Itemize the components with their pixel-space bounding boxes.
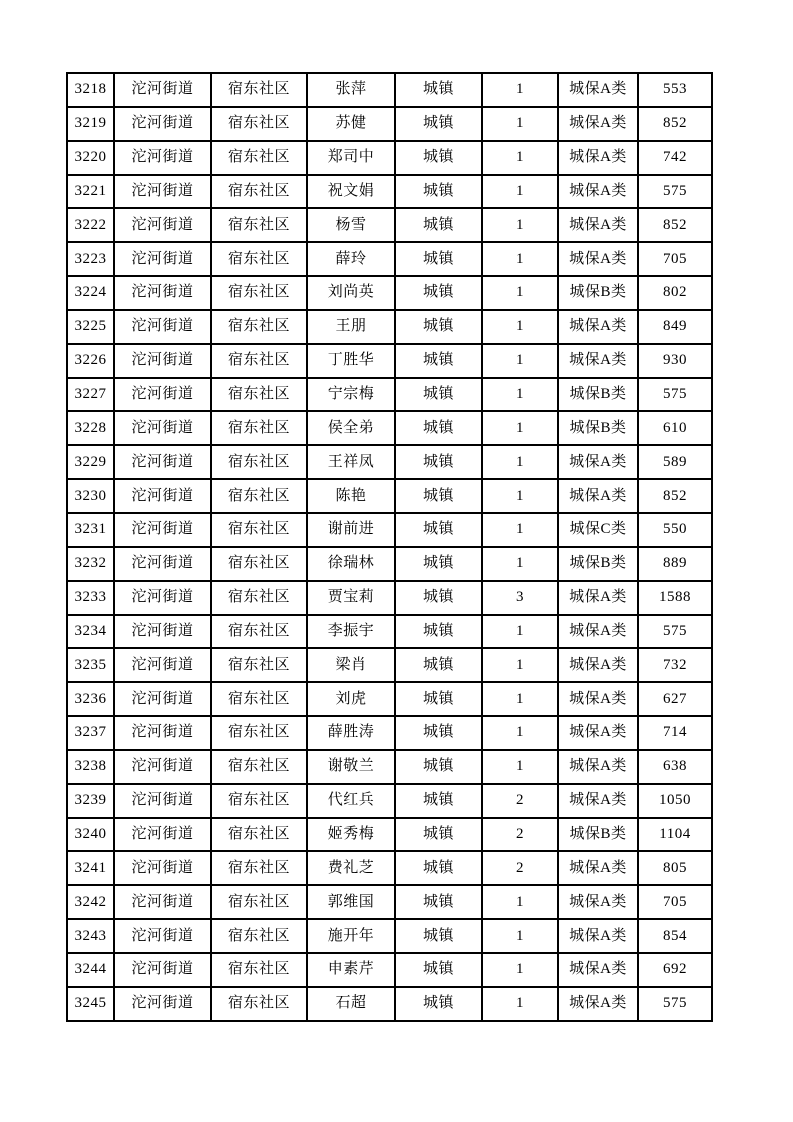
table-cell-street: 沱河街道 xyxy=(114,513,211,547)
table-cell-amount: 575 xyxy=(638,615,712,649)
table-row xyxy=(67,581,712,615)
table-cell-residence-type: 城镇 xyxy=(395,784,482,818)
table-cell-community: 宿东社区 xyxy=(211,107,307,141)
table-cell-street: 沱河街道 xyxy=(114,818,211,852)
table-cell-amount: 705 xyxy=(638,242,712,276)
table-cell-amount: 802 xyxy=(638,276,712,310)
table-cell-count: 1 xyxy=(482,615,558,649)
table-row xyxy=(67,784,712,818)
table-row xyxy=(67,513,712,547)
table-cell-amount: 852 xyxy=(638,107,712,141)
table-cell-name: 谢敬兰 xyxy=(307,750,395,784)
table-cell-street: 沱河街道 xyxy=(114,750,211,784)
table-cell-name: 丁胜华 xyxy=(307,344,395,378)
table-cell-community: 宿东社区 xyxy=(211,716,307,750)
table-cell-amount: 1104 xyxy=(638,818,712,852)
table-row xyxy=(67,411,712,445)
table-cell-street: 沱河街道 xyxy=(114,208,211,242)
table-cell-count: 1 xyxy=(482,107,558,141)
table-row xyxy=(67,750,712,784)
table-row xyxy=(67,378,712,412)
table-cell-amount: 610 xyxy=(638,411,712,445)
table-cell-residence-type: 城镇 xyxy=(395,276,482,310)
table-cell-community: 宿东社区 xyxy=(211,581,307,615)
table-cell-seq: 3225 xyxy=(67,310,114,344)
table-cell-residence-type: 城镇 xyxy=(395,919,482,953)
table-cell-name: 郑司中 xyxy=(307,141,395,175)
table-cell-count: 1 xyxy=(482,953,558,987)
table-row xyxy=(67,682,712,716)
table-cell-community: 宿东社区 xyxy=(211,615,307,649)
table-cell-name: 祝文娟 xyxy=(307,175,395,209)
table-row xyxy=(67,615,712,649)
table-cell-name: 李振宇 xyxy=(307,615,395,649)
table-cell-count: 1 xyxy=(482,479,558,513)
table-cell-community: 宿东社区 xyxy=(211,344,307,378)
table-cell-amount: 849 xyxy=(638,310,712,344)
table-cell-residence-type: 城镇 xyxy=(395,547,482,581)
table-cell-street: 沱河街道 xyxy=(114,851,211,885)
table-cell-category: 城保A类 xyxy=(558,208,638,242)
table-cell-category: 城保A类 xyxy=(558,581,638,615)
table-cell-seq: 3243 xyxy=(67,919,114,953)
table-cell-community: 宿东社区 xyxy=(211,479,307,513)
table-cell-name: 张萍 xyxy=(307,73,395,107)
table-cell-community: 宿东社区 xyxy=(211,851,307,885)
table-cell-seq: 3230 xyxy=(67,479,114,513)
table-cell-community: 宿东社区 xyxy=(211,682,307,716)
table-cell-street: 沱河街道 xyxy=(114,141,211,175)
table-row xyxy=(67,479,712,513)
table-row xyxy=(67,919,712,953)
table-cell-community: 宿东社区 xyxy=(211,411,307,445)
table-cell-seq: 3240 xyxy=(67,818,114,852)
table-cell-name: 苏健 xyxy=(307,107,395,141)
table-cell-category: 城保A类 xyxy=(558,987,638,1021)
table-cell-street: 沱河街道 xyxy=(114,479,211,513)
table-cell-street: 沱河街道 xyxy=(114,716,211,750)
table-cell-residence-type: 城镇 xyxy=(395,242,482,276)
table-cell-street: 沱河街道 xyxy=(114,615,211,649)
table-cell-name: 王祥凤 xyxy=(307,445,395,479)
table-cell-street: 沱河街道 xyxy=(114,919,211,953)
table-cell-seq: 3223 xyxy=(67,242,114,276)
table-cell-residence-type: 城镇 xyxy=(395,750,482,784)
table-row xyxy=(67,953,712,987)
table-cell-seq: 3220 xyxy=(67,141,114,175)
table-cell-name: 代红兵 xyxy=(307,784,395,818)
table-cell-residence-type: 城镇 xyxy=(395,175,482,209)
table-cell-street: 沱河街道 xyxy=(114,953,211,987)
table-cell-category: 城保A类 xyxy=(558,107,638,141)
table-cell-street: 沱河街道 xyxy=(114,344,211,378)
table-row xyxy=(67,987,712,1021)
table-cell-residence-type: 城镇 xyxy=(395,851,482,885)
table-cell-community: 宿东社区 xyxy=(211,885,307,919)
table-cell-seq: 3228 xyxy=(67,411,114,445)
table-cell-name: 刘虎 xyxy=(307,682,395,716)
table-cell-count: 1 xyxy=(482,885,558,919)
table-cell-count: 1 xyxy=(482,445,558,479)
table-cell-seq: 3242 xyxy=(67,885,114,919)
table-cell-amount: 575 xyxy=(638,378,712,412)
table-cell-community: 宿东社区 xyxy=(211,919,307,953)
table-cell-amount: 742 xyxy=(638,141,712,175)
table-cell-count: 1 xyxy=(482,750,558,784)
table-cell-seq: 3237 xyxy=(67,716,114,750)
table-cell-street: 沱河街道 xyxy=(114,378,211,412)
table-cell-count: 1 xyxy=(482,378,558,412)
table-row xyxy=(67,107,712,141)
table-cell-category: 城保A类 xyxy=(558,73,638,107)
table-cell-category: 城保A类 xyxy=(558,885,638,919)
table-row xyxy=(67,648,712,682)
table-cell-category: 城保A类 xyxy=(558,310,638,344)
table-cell-amount: 930 xyxy=(638,344,712,378)
table-cell-seq: 3245 xyxy=(67,987,114,1021)
table-row xyxy=(67,547,712,581)
table-cell-community: 宿东社区 xyxy=(211,208,307,242)
table-cell-category: 城保A类 xyxy=(558,479,638,513)
table-cell-category: 城保C类 xyxy=(558,513,638,547)
table-cell-count: 1 xyxy=(482,513,558,547)
table-cell-community: 宿东社区 xyxy=(211,784,307,818)
table-cell-seq: 3229 xyxy=(67,445,114,479)
table-cell-name: 侯全弟 xyxy=(307,411,395,445)
table-cell-community: 宿东社区 xyxy=(211,818,307,852)
table-cell-community: 宿东社区 xyxy=(211,987,307,1021)
table-cell-seq: 3238 xyxy=(67,750,114,784)
table-cell-seq: 3239 xyxy=(67,784,114,818)
table-cell-seq: 3234 xyxy=(67,615,114,649)
table-cell-community: 宿东社区 xyxy=(211,750,307,784)
table-cell-street: 沱河街道 xyxy=(114,73,211,107)
table-cell-category: 城保A类 xyxy=(558,615,638,649)
table-cell-community: 宿东社区 xyxy=(211,648,307,682)
table-cell-street: 沱河街道 xyxy=(114,242,211,276)
table-cell-count: 1 xyxy=(482,242,558,276)
table-cell-category: 城保A类 xyxy=(558,141,638,175)
table-row xyxy=(67,141,712,175)
table-cell-street: 沱河街道 xyxy=(114,310,211,344)
table-cell-seq: 3235 xyxy=(67,648,114,682)
table-cell-amount: 714 xyxy=(638,716,712,750)
table-cell-residence-type: 城镇 xyxy=(395,682,482,716)
table-cell-count: 1 xyxy=(482,141,558,175)
table-cell-name: 宁宗梅 xyxy=(307,378,395,412)
table-cell-count: 1 xyxy=(482,987,558,1021)
table-cell-count: 1 xyxy=(482,411,558,445)
table-row xyxy=(67,208,712,242)
table-cell-name: 徐瑞林 xyxy=(307,547,395,581)
table-cell-count: 1 xyxy=(482,73,558,107)
table-cell-residence-type: 城镇 xyxy=(395,987,482,1021)
table-cell-category: 城保A类 xyxy=(558,682,638,716)
table-cell-count: 1 xyxy=(482,919,558,953)
table-cell-name: 石超 xyxy=(307,987,395,1021)
table-cell-community: 宿东社区 xyxy=(211,953,307,987)
table-cell-name: 施开年 xyxy=(307,919,395,953)
table-cell-street: 沱河街道 xyxy=(114,107,211,141)
beneficiary-table xyxy=(66,72,713,1022)
table-cell-community: 宿东社区 xyxy=(211,141,307,175)
table-cell-community: 宿东社区 xyxy=(211,378,307,412)
table-cell-residence-type: 城镇 xyxy=(395,885,482,919)
table-cell-amount: 732 xyxy=(638,648,712,682)
table-row xyxy=(67,885,712,919)
table-cell-seq: 3222 xyxy=(67,208,114,242)
table-cell-name: 谢前进 xyxy=(307,513,395,547)
table-cell-residence-type: 城镇 xyxy=(395,615,482,649)
table-cell-count: 2 xyxy=(482,851,558,885)
table-cell-street: 沱河街道 xyxy=(114,547,211,581)
table-cell-amount: 705 xyxy=(638,885,712,919)
table-cell-category: 城保B类 xyxy=(558,378,638,412)
table-row xyxy=(67,445,712,479)
table-row xyxy=(67,310,712,344)
table-cell-seq: 3241 xyxy=(67,851,114,885)
table-cell-residence-type: 城镇 xyxy=(395,73,482,107)
table-cell-seq: 3226 xyxy=(67,344,114,378)
table-cell-street: 沱河街道 xyxy=(114,784,211,818)
table-cell-street: 沱河街道 xyxy=(114,276,211,310)
table-cell-seq: 3244 xyxy=(67,953,114,987)
table-row xyxy=(67,175,712,209)
table-cell-amount: 692 xyxy=(638,953,712,987)
table-cell-residence-type: 城镇 xyxy=(395,141,482,175)
table-cell-seq: 3219 xyxy=(67,107,114,141)
table-cell-residence-type: 城镇 xyxy=(395,648,482,682)
table-row xyxy=(67,276,712,310)
table-cell-category: 城保A类 xyxy=(558,242,638,276)
table-cell-street: 沱河街道 xyxy=(114,885,211,919)
table-cell-seq: 3224 xyxy=(67,276,114,310)
table-cell-community: 宿东社区 xyxy=(211,513,307,547)
table-cell-community: 宿东社区 xyxy=(211,242,307,276)
table-cell-community: 宿东社区 xyxy=(211,547,307,581)
table-cell-category: 城保A类 xyxy=(558,716,638,750)
table-cell-amount: 575 xyxy=(638,987,712,1021)
table-cell-count: 1 xyxy=(482,208,558,242)
table-cell-community: 宿东社区 xyxy=(211,73,307,107)
table-cell-category: 城保A类 xyxy=(558,953,638,987)
table-cell-amount: 854 xyxy=(638,919,712,953)
table-cell-name: 梁肖 xyxy=(307,648,395,682)
table-row xyxy=(67,818,712,852)
table-cell-count: 3 xyxy=(482,581,558,615)
table-cell-street: 沱河街道 xyxy=(114,175,211,209)
table-cell-community: 宿东社区 xyxy=(211,445,307,479)
table-cell-count: 1 xyxy=(482,310,558,344)
table-cell-category: 城保B类 xyxy=(558,411,638,445)
table-cell-street: 沱河街道 xyxy=(114,445,211,479)
table-cell-seq: 3227 xyxy=(67,378,114,412)
table-cell-count: 1 xyxy=(482,682,558,716)
table-cell-name: 薛胜涛 xyxy=(307,716,395,750)
table-cell-residence-type: 城镇 xyxy=(395,716,482,750)
table-cell-residence-type: 城镇 xyxy=(395,411,482,445)
table-cell-residence-type: 城镇 xyxy=(395,581,482,615)
table-row xyxy=(67,73,712,107)
table-cell-amount: 550 xyxy=(638,513,712,547)
table-cell-amount: 852 xyxy=(638,208,712,242)
table-cell-residence-type: 城镇 xyxy=(395,953,482,987)
table-cell-amount: 627 xyxy=(638,682,712,716)
table-cell-name: 薛玲 xyxy=(307,242,395,276)
table-cell-name: 刘尚英 xyxy=(307,276,395,310)
table-cell-amount: 553 xyxy=(638,73,712,107)
table-cell-category: 城保A类 xyxy=(558,648,638,682)
table-cell-seq: 3218 xyxy=(67,73,114,107)
table-cell-residence-type: 城镇 xyxy=(395,208,482,242)
table-row xyxy=(67,851,712,885)
table-cell-count: 2 xyxy=(482,818,558,852)
table-cell-residence-type: 城镇 xyxy=(395,479,482,513)
table-cell-community: 宿东社区 xyxy=(211,175,307,209)
table-cell-amount: 889 xyxy=(638,547,712,581)
table-cell-count: 1 xyxy=(482,648,558,682)
table-cell-name: 郭维国 xyxy=(307,885,395,919)
table-cell-name: 申素芹 xyxy=(307,953,395,987)
table-cell-amount: 805 xyxy=(638,851,712,885)
table-cell-category: 城保A类 xyxy=(558,851,638,885)
table-cell-residence-type: 城镇 xyxy=(395,378,482,412)
table-cell-seq: 3233 xyxy=(67,581,114,615)
table-cell-name: 姬秀梅 xyxy=(307,818,395,852)
table-body xyxy=(67,73,712,1021)
table-cell-residence-type: 城镇 xyxy=(395,107,482,141)
table-cell-count: 1 xyxy=(482,547,558,581)
table-cell-count: 2 xyxy=(482,784,558,818)
table-cell-residence-type: 城镇 xyxy=(395,310,482,344)
table-cell-amount: 638 xyxy=(638,750,712,784)
table-cell-street: 沱河街道 xyxy=(114,581,211,615)
table-cell-name: 王朋 xyxy=(307,310,395,344)
table-row xyxy=(67,344,712,378)
table-cell-amount: 1050 xyxy=(638,784,712,818)
table-cell-amount: 575 xyxy=(638,175,712,209)
table-cell-count: 1 xyxy=(482,344,558,378)
table-cell-category: 城保B类 xyxy=(558,276,638,310)
table-cell-category: 城保A类 xyxy=(558,750,638,784)
table-cell-residence-type: 城镇 xyxy=(395,445,482,479)
table-cell-category: 城保A类 xyxy=(558,445,638,479)
table-cell-residence-type: 城镇 xyxy=(395,818,482,852)
table-cell-category: 城保B类 xyxy=(558,547,638,581)
table-cell-count: 1 xyxy=(482,175,558,209)
table-cell-seq: 3232 xyxy=(67,547,114,581)
table-row xyxy=(67,716,712,750)
table-cell-community: 宿东社区 xyxy=(211,276,307,310)
table-cell-street: 沱河街道 xyxy=(114,648,211,682)
table-cell-street: 沱河街道 xyxy=(114,682,211,716)
table-cell-amount: 589 xyxy=(638,445,712,479)
table-cell-category: 城保A类 xyxy=(558,344,638,378)
table-cell-amount: 852 xyxy=(638,479,712,513)
table-cell-category: 城保A类 xyxy=(558,784,638,818)
table-cell-category: 城保A类 xyxy=(558,919,638,953)
table-cell-count: 1 xyxy=(482,716,558,750)
table-cell-seq: 3236 xyxy=(67,682,114,716)
table-cell-street: 沱河街道 xyxy=(114,987,211,1021)
table-cell-category: 城保B类 xyxy=(558,818,638,852)
table-cell-community: 宿东社区 xyxy=(211,310,307,344)
table-cell-name: 费礼芝 xyxy=(307,851,395,885)
table-cell-seq: 3221 xyxy=(67,175,114,209)
table-cell-count: 1 xyxy=(482,276,558,310)
table-cell-amount: 1588 xyxy=(638,581,712,615)
table-cell-name: 杨雪 xyxy=(307,208,395,242)
table-cell-seq: 3231 xyxy=(67,513,114,547)
table-cell-category: 城保A类 xyxy=(558,175,638,209)
table-cell-residence-type: 城镇 xyxy=(395,344,482,378)
table-cell-street: 沱河街道 xyxy=(114,411,211,445)
table-cell-name: 陈艳 xyxy=(307,479,395,513)
table-cell-residence-type: 城镇 xyxy=(395,513,482,547)
table-cell-name: 贾宝莉 xyxy=(307,581,395,615)
table-row xyxy=(67,242,712,276)
